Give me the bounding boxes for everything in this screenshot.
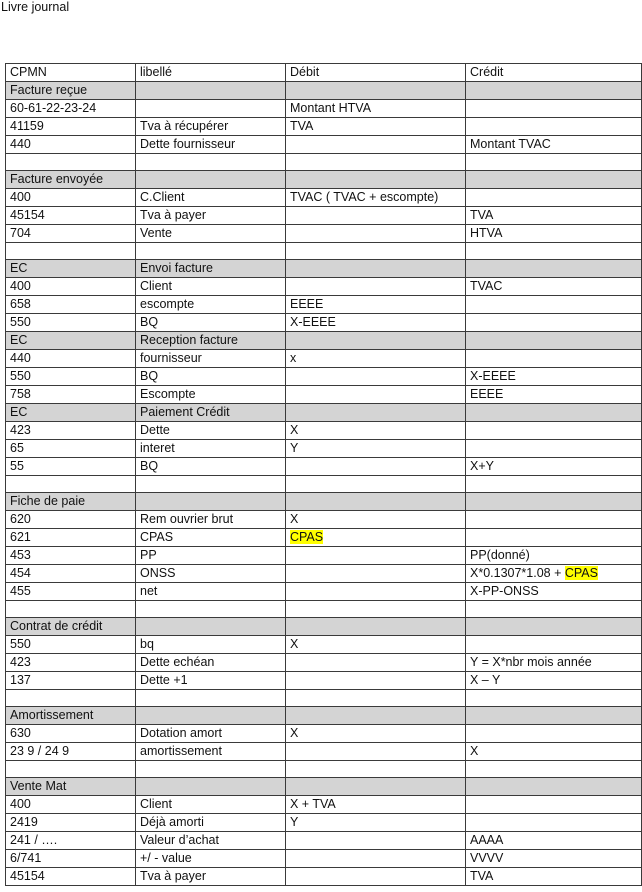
debit-cell <box>286 868 466 886</box>
credit-cell <box>466 350 642 368</box>
debit-cell <box>286 618 466 636</box>
label-cell: libellé <box>136 64 286 82</box>
label-cell: Escompte <box>136 386 286 404</box>
debit-cell <box>286 743 466 761</box>
table-row <box>6 207 642 225</box>
credit-cell <box>466 314 642 332</box>
account-cell: 423 <box>6 654 136 672</box>
table-row <box>6 868 642 886</box>
label-cell: Rem ouvrier brut <box>136 511 286 529</box>
credit-cell <box>466 725 642 743</box>
table-row <box>6 118 642 136</box>
account-cell <box>6 154 136 171</box>
credit-cell: AAAA <box>466 832 642 850</box>
account-cell: Fiche de paie <box>6 493 136 511</box>
debit-cell <box>286 690 466 707</box>
debit-cell <box>286 672 466 690</box>
table-row <box>6 850 642 868</box>
account-cell: 454 <box>6 565 136 583</box>
account-cell: EC <box>6 332 136 350</box>
label-cell: bq <box>136 636 286 654</box>
debit-cell: Débit <box>286 64 466 82</box>
debit-cell <box>286 778 466 796</box>
account-cell: 620 <box>6 511 136 529</box>
blank-row <box>6 761 642 778</box>
table-row <box>6 814 642 832</box>
credit-cell: TVA <box>466 207 642 225</box>
credit-cell: TVAC <box>466 278 642 296</box>
label-cell: Dette echéan <box>136 654 286 672</box>
account-cell: EC <box>6 260 136 278</box>
label-cell: Client <box>136 278 286 296</box>
account-cell: 453 <box>6 547 136 565</box>
account-cell: CPMN <box>6 64 136 82</box>
table-row <box>6 654 642 672</box>
credit-cell <box>466 601 642 618</box>
table-row <box>6 296 642 314</box>
credit-cell <box>466 690 642 707</box>
account-cell: Facture reçue <box>6 82 136 100</box>
account-cell: 6/741 <box>6 850 136 868</box>
label-cell <box>136 82 286 100</box>
debit-cell <box>286 386 466 404</box>
credit-cell <box>466 189 642 207</box>
credit-cell <box>466 332 642 350</box>
label-cell: Client <box>136 796 286 814</box>
section-row <box>6 493 642 511</box>
table-row <box>6 386 642 404</box>
credit-cell: VVVV <box>466 850 642 868</box>
account-cell: 241 / …. <box>6 832 136 850</box>
account-cell: 137 <box>6 672 136 690</box>
credit-cell: Y = X*nbr mois année <box>466 654 642 672</box>
label-cell <box>136 618 286 636</box>
account-cell: 45154 <box>6 207 136 225</box>
table-row <box>6 547 642 565</box>
section-row <box>6 618 642 636</box>
debit-cell <box>286 832 466 850</box>
debit-cell <box>286 654 466 672</box>
blank-row <box>6 243 642 260</box>
credit-cell <box>466 260 642 278</box>
debit-cell <box>286 278 466 296</box>
label-cell <box>136 690 286 707</box>
label-cell: C.Client <box>136 189 286 207</box>
debit-cell <box>286 707 466 725</box>
table-row <box>6 350 642 368</box>
credit-cell <box>466 422 642 440</box>
section-row <box>6 404 642 422</box>
credit-cell <box>466 761 642 778</box>
label-cell <box>136 171 286 189</box>
credit-cell <box>466 796 642 814</box>
account-cell: 630 <box>6 725 136 743</box>
credit-cell <box>466 404 642 422</box>
credit-cell <box>466 440 642 458</box>
account-cell <box>6 243 136 260</box>
debit-cell: Y <box>286 440 466 458</box>
account-cell: Vente Mat <box>6 778 136 796</box>
label-cell: Tva à payer <box>136 868 286 886</box>
debit-cell: TVAC ( TVAC + escompte) <box>286 189 466 207</box>
account-cell: 400 <box>6 189 136 207</box>
label-cell <box>136 761 286 778</box>
account-cell: 704 <box>6 225 136 243</box>
document-title: Livre journal <box>1 0 70 14</box>
table-row <box>6 314 642 332</box>
debit-cell <box>286 260 466 278</box>
credit-cell <box>466 243 642 260</box>
credit-cell <box>466 778 642 796</box>
credit-cell <box>466 100 642 118</box>
debit-cell <box>286 601 466 618</box>
label-cell: ONSS <box>136 565 286 583</box>
debit-cell <box>286 207 466 225</box>
credit-cell <box>466 529 642 547</box>
label-cell: Dette +1 <box>136 672 286 690</box>
credit-cell: Montant TVAC <box>466 136 642 154</box>
account-cell: Facture envoyée <box>6 171 136 189</box>
table-row <box>6 565 642 583</box>
credit-cell <box>466 476 642 493</box>
credit-cell <box>466 118 642 136</box>
table-header-row <box>6 64 642 82</box>
highlighted-text: CPAS <box>290 530 324 544</box>
credit-cell: Crédit <box>466 64 642 82</box>
label-cell <box>136 243 286 260</box>
account-cell: 440 <box>6 136 136 154</box>
blank-row <box>6 690 642 707</box>
highlighted-text: CPAS <box>564 566 598 580</box>
credit-cell <box>466 154 642 171</box>
debit-cell: EEEE <box>286 296 466 314</box>
account-cell: 550 <box>6 368 136 386</box>
table-row <box>6 725 642 743</box>
debit-cell <box>286 243 466 260</box>
credit-cell: EEEE <box>466 386 642 404</box>
account-cell: 55 <box>6 458 136 476</box>
account-cell: 550 <box>6 314 136 332</box>
credit-cell: HTVA <box>466 225 642 243</box>
credit-cell <box>466 636 642 654</box>
debit-cell <box>286 761 466 778</box>
label-cell: interet <box>136 440 286 458</box>
credit-cell: X <box>466 743 642 761</box>
label-cell: +/ - value <box>136 850 286 868</box>
account-cell: 440 <box>6 350 136 368</box>
table-row <box>6 100 642 118</box>
label-cell: Envoi facture <box>136 260 286 278</box>
table-row <box>6 422 642 440</box>
table-row <box>6 529 642 547</box>
debit-cell <box>286 547 466 565</box>
debit-cell <box>286 404 466 422</box>
debit-cell <box>286 493 466 511</box>
section-row <box>6 171 642 189</box>
debit-cell <box>286 136 466 154</box>
table-row <box>6 458 642 476</box>
label-cell: CPAS <box>136 529 286 547</box>
table-row <box>6 672 642 690</box>
debit-cell: Y <box>286 814 466 832</box>
account-cell: 60-61-22-23-24 <box>6 100 136 118</box>
account-cell: 23 9 / 24 9 <box>6 743 136 761</box>
credit-cell <box>466 618 642 636</box>
label-cell: fournisseur <box>136 350 286 368</box>
label-cell: Valeur d’achat <box>136 832 286 850</box>
label-cell: amortissement <box>136 743 286 761</box>
blank-row <box>6 476 642 493</box>
credit-cell: X-PP-ONSS <box>466 583 642 601</box>
table-row <box>6 278 642 296</box>
debit-cell <box>286 850 466 868</box>
label-cell <box>136 154 286 171</box>
label-cell: BQ <box>136 314 286 332</box>
account-cell: Contrat de crédit <box>6 618 136 636</box>
label-cell <box>136 100 286 118</box>
account-cell: 45154 <box>6 868 136 886</box>
account-cell: 400 <box>6 278 136 296</box>
account-cell <box>6 761 136 778</box>
credit-cell <box>466 493 642 511</box>
debit-cell <box>286 154 466 171</box>
label-cell <box>136 493 286 511</box>
label-cell <box>136 601 286 618</box>
credit-cell <box>466 171 642 189</box>
account-cell: 658 <box>6 296 136 314</box>
label-cell: Déjà amorti <box>136 814 286 832</box>
label-cell <box>136 476 286 493</box>
debit-cell <box>286 476 466 493</box>
section-row <box>6 707 642 725</box>
table-row <box>6 368 642 386</box>
account-cell: 423 <box>6 422 136 440</box>
account-cell: 621 <box>6 529 136 547</box>
table-row <box>6 583 642 601</box>
debit-cell: X-EEEE <box>286 314 466 332</box>
label-cell: Paiement Crédit <box>136 404 286 422</box>
journal-table <box>5 63 642 886</box>
credit-cell <box>466 707 642 725</box>
section-row <box>6 82 642 100</box>
blank-row <box>6 154 642 171</box>
credit-cell <box>466 82 642 100</box>
label-cell: Tva à récupérer <box>136 118 286 136</box>
credit-cell <box>466 511 642 529</box>
label-cell: Dette fournisseur <box>136 136 286 154</box>
label-cell: Vente <box>136 225 286 243</box>
credit-cell: X – Y <box>466 672 642 690</box>
account-cell <box>6 476 136 493</box>
table-row <box>6 136 642 154</box>
section-row <box>6 332 642 350</box>
table-row <box>6 832 642 850</box>
credit-cell: X+Y <box>466 458 642 476</box>
table-row <box>6 636 642 654</box>
account-cell: EC <box>6 404 136 422</box>
table-row <box>6 743 642 761</box>
label-cell <box>136 707 286 725</box>
label-cell: escompte <box>136 296 286 314</box>
blank-row <box>6 601 642 618</box>
account-cell: 2419 <box>6 814 136 832</box>
debit-cell: TVA <box>286 118 466 136</box>
table-row <box>6 796 642 814</box>
debit-cell: Montant HTVA <box>286 100 466 118</box>
debit-cell <box>286 529 466 547</box>
label-cell: BQ <box>136 458 286 476</box>
label-cell: Dotation amort <box>136 725 286 743</box>
label-cell <box>136 778 286 796</box>
account-cell <box>6 601 136 618</box>
account-cell: 455 <box>6 583 136 601</box>
credit-cell: PP(donné) <box>466 547 642 565</box>
debit-cell <box>286 171 466 189</box>
debit-cell <box>286 583 466 601</box>
table-row <box>6 225 642 243</box>
label-cell: Dette <box>136 422 286 440</box>
debit-cell: X <box>286 725 466 743</box>
credit-cell: X*0.1307*1.08 + CPAS <box>466 565 642 583</box>
debit-cell: X <box>286 511 466 529</box>
account-cell: Amortissement <box>6 707 136 725</box>
section-row <box>6 778 642 796</box>
account-cell: 550 <box>6 636 136 654</box>
debit-cell: x <box>286 350 466 368</box>
debit-cell <box>286 565 466 583</box>
debit-cell <box>286 225 466 243</box>
journal-table-body <box>6 64 642 886</box>
debit-cell <box>286 82 466 100</box>
table-row <box>6 440 642 458</box>
account-cell: 41159 <box>6 118 136 136</box>
credit-cell: TVA <box>466 868 642 886</box>
table-row <box>6 511 642 529</box>
section-row <box>6 260 642 278</box>
label-cell: BQ <box>136 368 286 386</box>
debit-cell <box>286 368 466 386</box>
label-cell: Tva à payer <box>136 207 286 225</box>
debit-cell: X <box>286 636 466 654</box>
credit-cell: X-EEEE <box>466 368 642 386</box>
credit-cell <box>466 296 642 314</box>
debit-cell <box>286 458 466 476</box>
debit-cell: X <box>286 422 466 440</box>
account-cell: 758 <box>6 386 136 404</box>
debit-cell: X + TVA <box>286 796 466 814</box>
label-cell: PP <box>136 547 286 565</box>
table-row <box>6 189 642 207</box>
account-cell: 65 <box>6 440 136 458</box>
label-cell: Reception facture <box>136 332 286 350</box>
account-cell: 400 <box>6 796 136 814</box>
credit-cell <box>466 814 642 832</box>
label-cell: net <box>136 583 286 601</box>
debit-cell <box>286 332 466 350</box>
account-cell <box>6 690 136 707</box>
